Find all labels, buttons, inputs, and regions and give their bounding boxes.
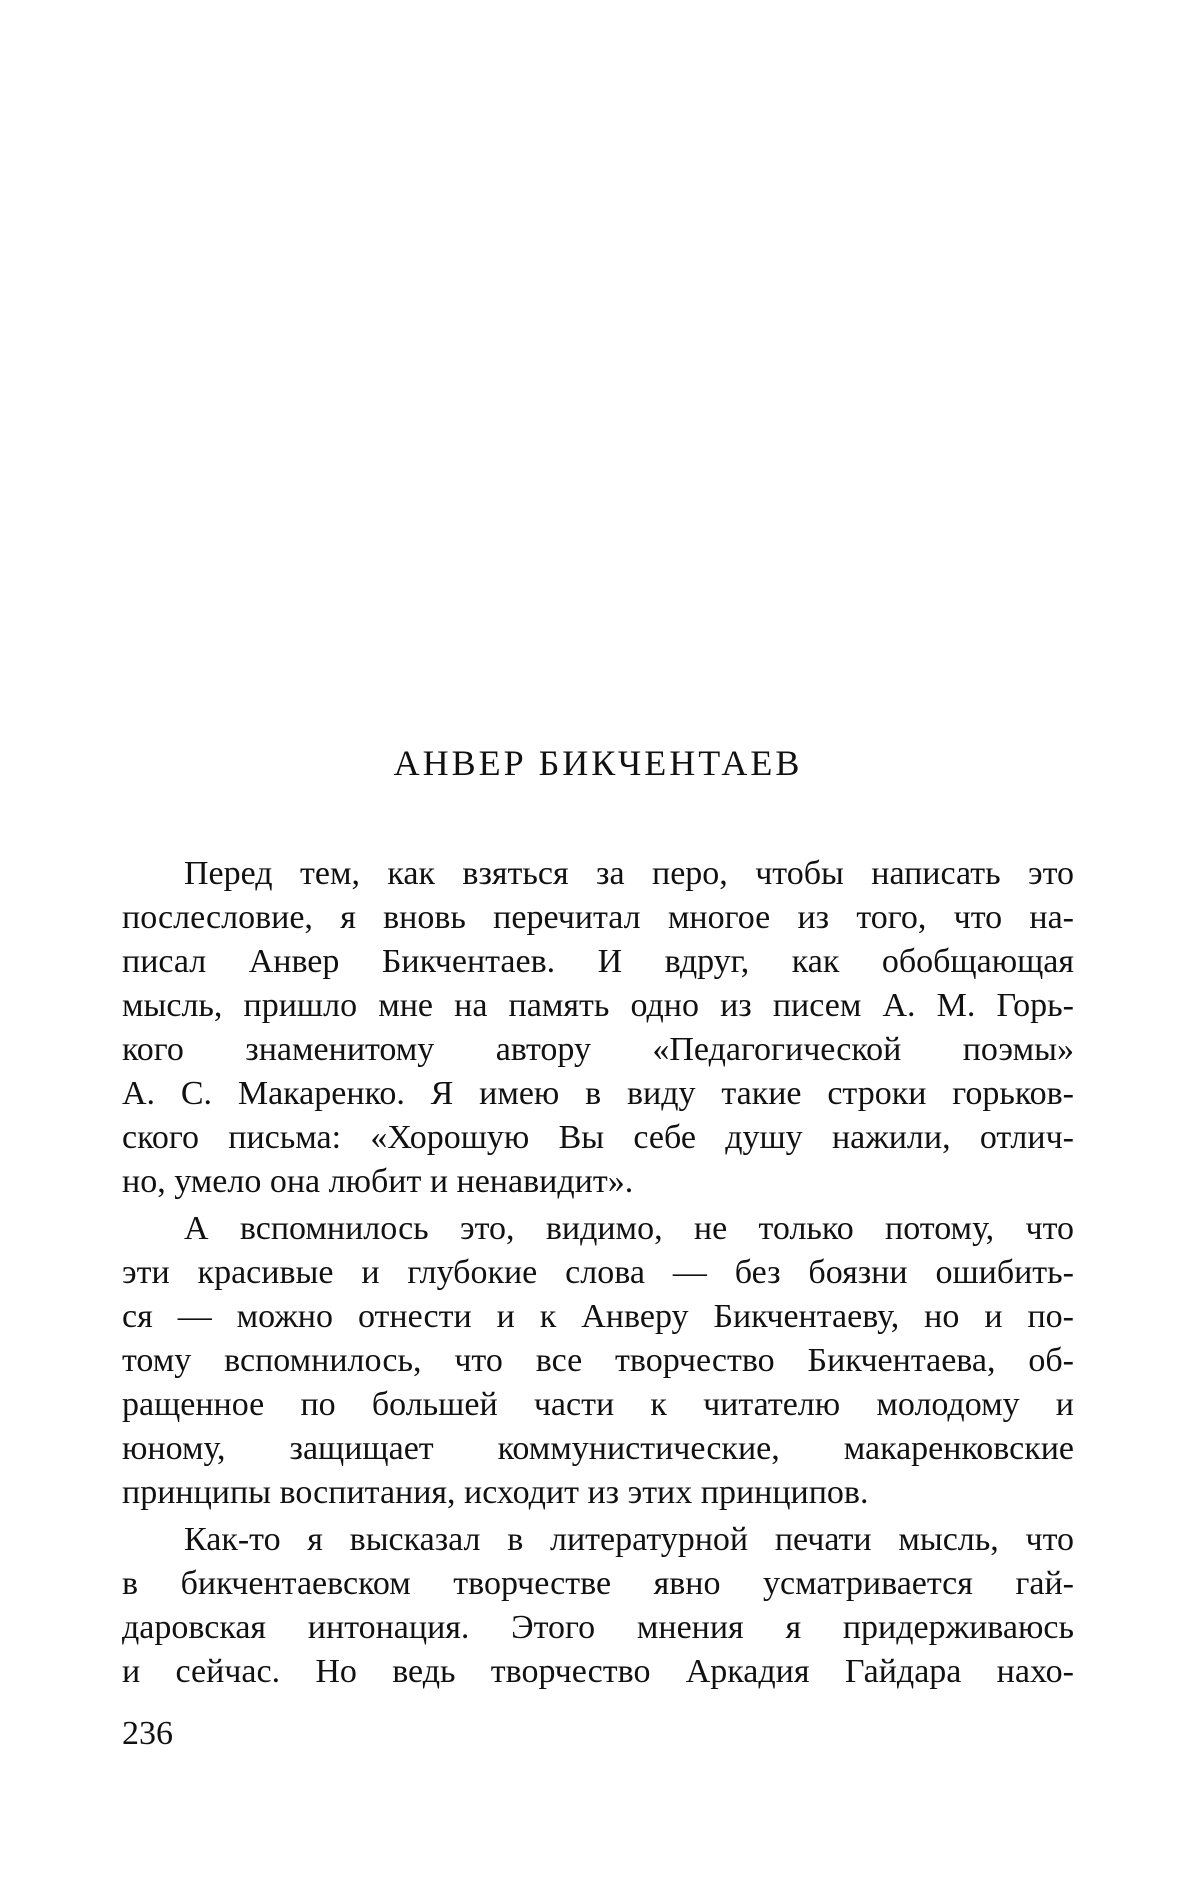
- text-line: принципы воспитания, исходит из этих принципов.: [122, 1474, 869, 1511]
- text-line: мысль, пришло мне на память одно из писем А. М. Горь-: [122, 987, 1074, 1024]
- text-line: послесловие, я вновь перечитал многое из того, что на-: [122, 899, 1074, 936]
- text-line: эти красивые и глубокие слова — без боязни ошибить-: [122, 1254, 1074, 1291]
- text-line: тому вспомнилось, что все творчество Бикчентаева, об-: [122, 1342, 1074, 1379]
- text-line: А вспомнилось это, видимо, не только потому, что: [184, 1210, 1074, 1247]
- text-line: Как-то я высказал в литературной печати мысль, что: [184, 1521, 1074, 1558]
- paragraph-1: [122, 852, 1074, 1204]
- text-line: писал Анвер Бикчентаев. И вдруг, как обобщающая: [122, 943, 1074, 980]
- text-line: юному, защищает коммунистические, макаренковские: [122, 1430, 1074, 1467]
- body-text: [122, 852, 1074, 1697]
- chapter-title: АНВЕР БИКЧЕНТАЕВ: [393, 743, 803, 783]
- text-line: в бикчентаевском творчестве явно усматривается гай-: [122, 1565, 1074, 1602]
- text-line: Перед тем, как взяться за перо, чтобы написать это: [184, 855, 1074, 892]
- text-line: кого знаменитому автору «Педагогической поэмы»: [122, 1031, 1074, 1068]
- paragraph-3: [122, 1518, 1074, 1694]
- text-line: ращенное по большей части к читателю молодому и: [122, 1386, 1074, 1423]
- text-line: но, умело она любит и ненавидит».: [122, 1163, 634, 1200]
- text-line: А. С. Макаренко. Я имею в виду такие строки горьков-: [122, 1075, 1074, 1112]
- paragraph-2: [122, 1207, 1074, 1515]
- text-line: и сейчас. Но ведь творчество Аркадия Гайдара нахо-: [122, 1653, 1074, 1690]
- text-line: даровская интонация. Этого мнения я придерживаюсь: [122, 1609, 1074, 1646]
- page-number: 236: [122, 1715, 173, 1752]
- text-line: ского письма: «Хорошую Вы себе душу нажили, отлич-: [122, 1119, 1074, 1156]
- text-line: ся — можно отнести и к Анверу Бикчентаеву, но и по-: [122, 1298, 1074, 1335]
